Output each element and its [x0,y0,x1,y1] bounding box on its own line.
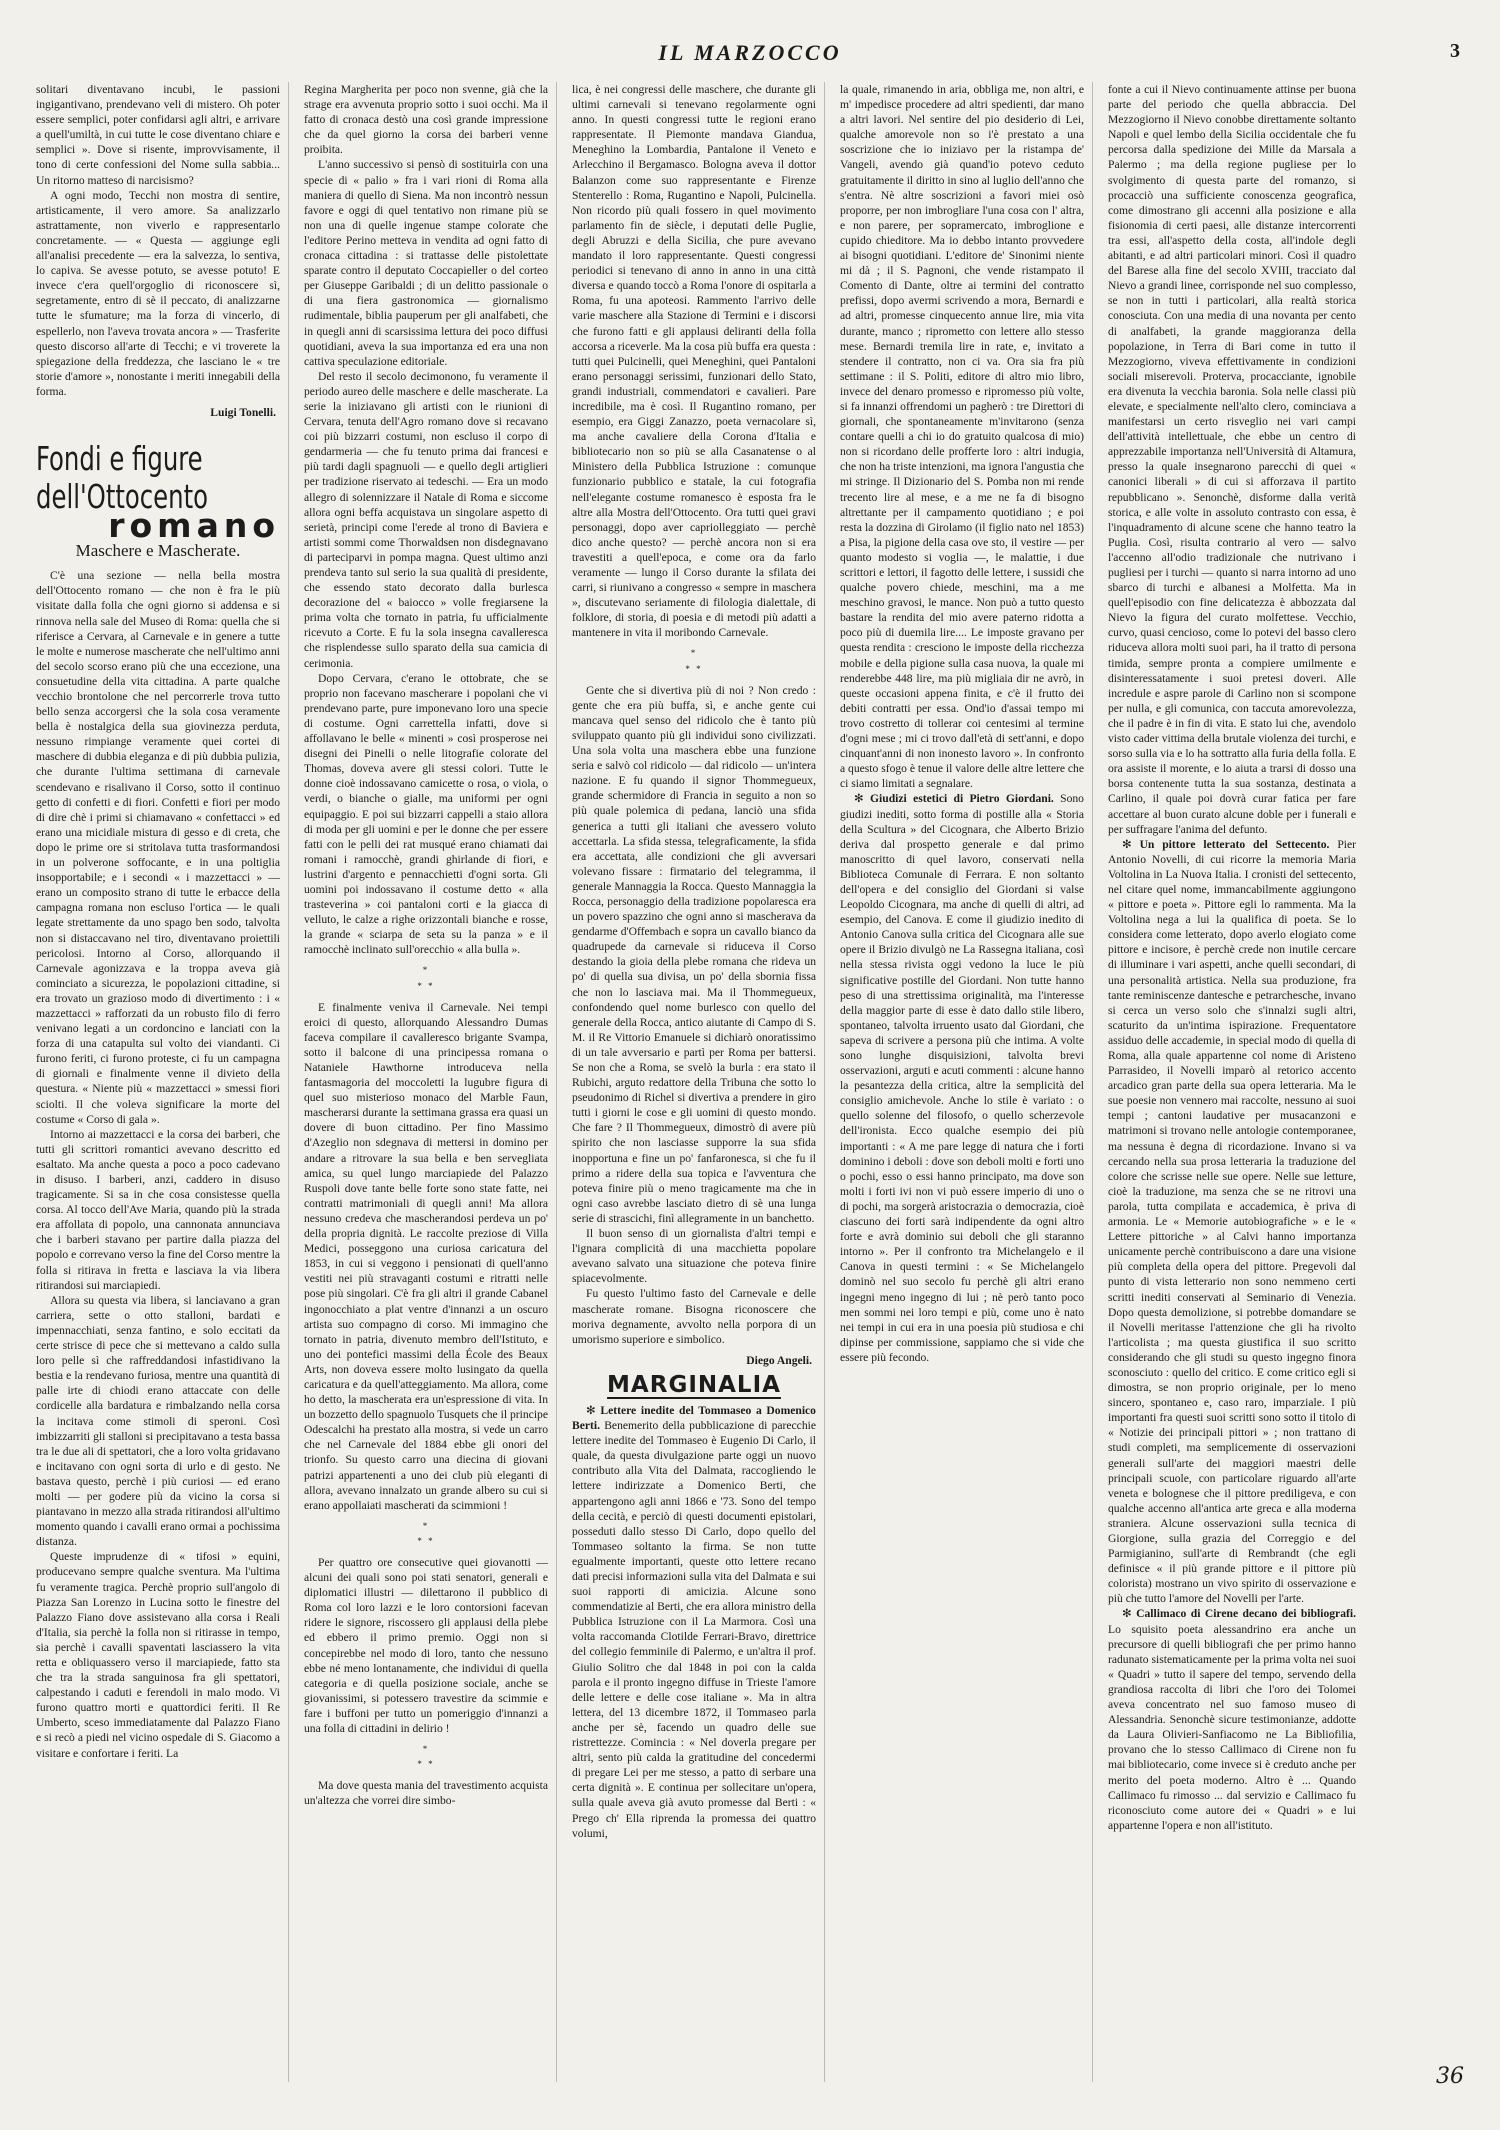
paragraph: Gente che si divertiva più di noi ? Non credo : gente che era più buffa, sì, e anche gente cui mancava quel senso del ridicolo che è tanto più sviluppato quanto più gli individui sono civilizzati. Una sola volta una maschera ebbe una funzione seria e salvò col ridicolo — dal ridicolo — un'intera nazione. E fu quando il signor Thommegueux, grande schermidore di Francia in seguito a non so più quale polemica di pedana, lanciò una sfida generica a tutti gli italiani che avessero voluto accettarla. La sfida stessa, telegraficamente, la sfida era accettata, alle condizioni che gli avversari volevano fissare : firmatario del telegramma, il generale Mannaggia la Rocca. Questo Mannaggia la Rocca, personaggio della tradizione popolaresca era un povero spazzino che ogni anno si mascherava da gendarme d'Offembach e sopra un cavallo bianco da quadrupede da carnevale si riduceva il Corso destando la gioia della plebe romana che rideva un po' di quella sua divisa, un po' della sbornia fissa che non lo lasciava mai. Ma il Thommegueux, confondendo quel nome burlesco con quello del generale della Rocca, antico aiutante di Campo di S. M. il Re Vittorio Emanuele si dichiarò onoratissimo di un tale avversario e partì per Roma per battersi. Se non che a Roma, se svelò la burla : era stato il Rubichi, arguto redattore della Tribuna che sotto lo pseudonimo di Richel si divertiva a prendere in giro tutti i giorni le cose e gli uomini di questo mondo. Che fare ? Il Thommegueux, dimostrò di avere più spirito che non lasciasse supporre la sua sfida inopportuna e fine un po' fanfaronesca, si che fu il primo a ridere della sua topica e l'avventura che poteva finire più o meno tragicamente ma che in ogni caso avrebbe lasciato dietro di sè una lunga serie di strascichi, finì allegramente in un banchetto. [572,683,816,1225]
section-break-asterisks: * * * [685,648,703,674]
section-title-marginalia: MARGINALIA [607,1371,781,1398]
section-break-asterisks: * * * [417,1520,435,1546]
column-5 [1108,82,1356,2082]
marginalia-entry-body: Sono giudizi inediti, sotto forma di postille alla « Storia della Scultura » del Cicognara, che Alberto Brizio deriva dal prospetto generale e dal primo manoscritto di quel lavoro, conservati nella Biblioteca Comunale di Ferrara. E non soltanto dell'opera e del consiglio del Giordani si valse Leopoldo Cicognara, ma anche di quelli di altri, ad esempio, del Canova. E come il giudizio inedito di Antonio Canova sulla critica del Cicognara alle sue opere il Brizio divulgò ne La Rassegna italiana, così nella stessa rivista oggi vedono la luce le più significative postille del Giordani. Non tutte hanno peso di una strettissima originalità, ma l'interesse della maggior parte di esse è dato dallo stile libero, spontaneo, talvolta irruento usato dal Giordani, che sapeva di scrivere a persona più che intima. A volte sono lunghe disquisizioni, talvolta brevi osservazioni, arguti e acuti commenti : alcune hanno la pesantezza della critica, altre la semplicità del consiglio amichevole. Anche lo stile è variato : o quello solenne del filosofo, o quello scherzevole dell'ironista. Ecco qualche esempio dei più importanti : « A me pare legge di natura che i forti dominino i deboli : dove son deboli molti e forti uno o pochi, esso o essi hanno principato, ma dove son molti i forti ivi non vi può essere imperio di uno o di pochi, ma sorgerà aristocrazia o democrazia, cioè ciascuno dei forti sarà indipendente da ogni altro forte e avrà dominio sui deboli che gli staranno intorno ». Per il confronto tra Michelangelo e il Canova in questi termini : « Se Michelangelo dominò nel suo secolo fu perchè gli altri erano ingegni meno ingegno di lui ; nè però tanto poco men sommi nei loro tempi e più, come uno è nato nei tempi in cui era in una poesia più studiosa e chi dipinse per commissione, sappiamo che si vide che essere più fecondo. [840,792,1084,1364]
marginalia-entry [1108,1606,1356,1832]
article-subheadline: Maschere e Mascherate. [75,541,241,561]
paragraph: A ogni modo, Tecchi non mostra di sentire, artisticamente, il vero amore. Sa analizzarlo astrattamente, non viverlo e rappresentarlo concretamente. — « Questa — aggiunge egli all'analisi precedente — era la salvezza, lo sentiva, lo capiva. Se avesse potuto, se avesse potuto! E invece c'era quell'orgoglio di riconoscere sì, segretamente, entro di sè il peccato, di analizzarne tutte le sfumature; ma la forza di vincerlo, di espellerlo, non l'aveva trovata ancora » — Trasferite questo discorso all'arte di Tecchi; e vi troverete la spiegazione della freddezza, che lasciano le « tre storie d'amore », nonostante i meriti innegabili della forma. [36,188,280,398]
paragraph: lica, è nei congressi delle maschere, che durante gli ultimi carnevali si tenevano regolarmente ogni anno. In questi congressi tutte le regioni erano rappresentate. Il Piemonte mandava Giandua, Meneghino la Lombardia, Pantalone il Veneto e Arlecchino il Bergamasco. Bologna aveva il dottor Balanzon come suo rappresentante e Firenze Stenterello : Roma, Rugantino e Napoli, Pulcinella. Non ricordo più quali fossero in quel movimento parlamento fin de siècle, i deputati delle Puglie, degli Abruzzi e della Sicilia, che pure avevano mandato il loro rappresentante. Questi congressi periodici si tenevano di anno in anno in una città diversa e quando toccò a Roma l'onore di ospitarla a Roma, fu una apoteosi. Rammento l'arrivo delle varie maschere alla Stazione di Termini e i discorsi che furono fatti e gli applausi deliranti della folla accorsa a riceverle. Ma la cosa più buffa era questa : tutti quei Pulcinelli, quei Meneghini, quei Pantaloni erano personaggi serissimi, funzionari dello Stato, grandi industriali, commendatori e cavalieri. Pare incredibile, ma è così. Il Rugantino romano, per esempio, era Giggi Zanazzo, poeta vernacolare sì, ma anche cavaliere della Corona d'Italia e bibliotecario non so più se alla Casanatense o al Ministero della Pubblica Istruzione : comunque funzionario pubblico e statale, la cui fotografia nell'elegante costume romanesco è esposta fra le altre alla Mostra dell'Ottocento. Ora tutti quei gravi personaggi, dopo aver capriolleggiato — perchè dico anche questo? — perchè ancora non si era travestiti a quell'epoca, e come ora da farlo veramente — lungo il Corso durante la sfilata dei carri, si riunivano a congresso « sempre in maschera », discutevano seriamente di filologia dialettale, di folklore, di storia, di poesia e di metodi più adatti a mantenere in vita il moribondo Carnevale. [572,83,816,640]
column-3 [572,82,816,2082]
paragraph: la quale, rimanendo in aria, obbliga me, non altri, e m' impedisce procedere ad altri spedienti, dar mano a altri lavori. Nel sentire del pio desiderio di Lei, qualche amorevole non so i'è prestato a una soscrizione che io iniziavo per la ristampa de' Vangeli, avendo già quand'io potevo ceduto gratuitamente il diritto in sino al luglio dell'anno che s'entra. Nè altre soscrizioni a favori miei osò proporre, per non imbrogliare l'una cosa con l' altra, e non parere, per sopramercato, imbroglione e cupido chieditore. Ma io debbo intanto provvedere ai bisogni quotidiani. L'editore de' Sinonimi niente mi dà ; il S. Pagnoni, che vende ristampato il Comento di Dante, oltre ai termini del contratto prefissi, dopo avermi scrivendo a mora, Bernardi e ad altri, promesse cinquecento annue lire, mia vita durante, manco ; riprometto con lettere allo stesso mese. Bernardi tremila lire in rate, e, invitato a stendere il contratto, non ci va. Ora sia fra più settimane : il S. Politi, editore di altro mio libro, invece del denaro promesso e ripromesso più volte, si fa innanzi offrendomi un pagherò : tre Direttori di giornali, che spontaneamente m'invitarono (senza contare quelli a chi io do gratuito qualcosa di mio) non si ricordano delle profferte loro : altri indugia, che non ha triste intenzioni, ma ignora l'angustia che mi stringe. Il Dizionario del S. Pomba non mi rende trecento lire al mese, e a me ne fa di bisogno altrettante per il campamento quotidiano ; e poi resta la dozzina di Girolamo (il figlio nato nel 1853) a Pisa, la pigione della casa ove sto, il vestire — per quanto modesto si voglia —, le malattie, i due scrittori e lettori, il fagotto delle lettere, i sussidi che qualche povero chiede, meschini, ma a me meschino gravosi, le mance. Non può a tutto questo bastare la rendita del mio avere paterno ridotta a poco più di duemila lire.... Le imposte gravano per questa rendita : cresciono le imposte della ricchezza mobile e della pigione sulla casa nuova, la quale mi renderebbe 448 lire, ma più migliaia dir ne avrò, in queste occasioni appena finita, e c'è il frutto dei debiti contratti per essa. Ond'io d'assai tempo mi trovo costretto di tollerar coi centesimi al termine d'ogni mese ; mi ci trovo dall'età di sett'anni, e dopo cinquant'anni di non inonesto lavoro ». In confronto a questo sfogo è tenue il valore delle altre lettere che ci siamo limitati a segnalare. [840,83,1084,791]
headline-line: Fondi e figure [36,439,203,479]
paragraph: Per quattro ore consecutive quei giovanotti — alcuni dei quali sono poi stati senatori, generali e diplomatici illustri — dilettarono il pubblico di Roma col loro lazzi e le loro contorsioni facevan ridere le signore, riscossero gli applausi della plebe ed ebbero il primo premio. Oggi non si concepirebbe nel modo di loro, tanto che nessuno ebbe né meno lontanamente, che individui di quella categoria e di quella posizione sociale, anche se giovanissimi, si potessero travestire da scimmie e fare i buffoni per tutto un pomeriggio d'innanzi a una folla di cittadini in delirio ! [304,1556,548,1736]
star-icon: ✻ [586,1403,601,1417]
section-break-asterisks: * * * [417,1744,435,1770]
paragraph: C'è una sezione — nella bella mostra dell'Ottocento romano — che non è fra le più visitate dalla folla che ogni giorno si addensa e si rinnova nella sale del Museo di Roma: quella che si riferisce a Cervara, al Carnevale e in genere a tutte le molte e numerose mascherate che nell'ultimo anni del secolo scorso erano più che una eccezione, una consuetudine della vita cittadina. A parte qualche vecchio brontolone che nel percorrerle trova tutto bello senza accorgersi che la sola cosa veramente bella è nostalgica della sua giovinezza perduta, nessuno rimpiange veramente quei cortei di maschere di dubbia eleganza e di più dubbia pulizia, che durante l'ultima settimana di carnevale scendevano e risalivano il Corso, sotto il continuo getto di confetti e di fiori. Confetti e fiori per modo di dire chè i primi si chiamavano « confettacci » ed erano una micidiale mistura di gesso e di creta, che dopo le prime ore si stritolava tutta trasformandosi in un polverone soffocante, e in una poltiglia insopportabile; e i secondi « i mazzettacci » — erano un composito strano di tutte le erbacce della campagna romana non escluso l'ortica — le quali legate strettamente da uno spago ben sodo, talvolta non si distaccavano nel tiro, diventavano proiettili pericolosi. Intorno al Corso, allorquando il Carnevale agonizzava e la troppa aveva già cominciato a sicurezza, le popolazioni cittadine, si era trovato un grazioso modo di divertimento : i « mazzettacci » rafforzati da un robusto filo di ferro venivano legati a un cordoncino e lanciati con la forza di una catapulta sul volto dei viandanti. Ci furono feriti, ci furono proteste, ci fu un campagna di giornali e finalmente venne il divieto della questura. « Niente più « mazzettacci » smessi fiori sciolti. Il che voleva significare la morte del costume « Corso di gala ». [36,569,280,1126]
marginalia-entry [572,1403,816,1841]
marginalia-entry-title: Callimaco di Cirene decano dei bibliografi. [1136,1607,1356,1621]
marginalia-entry-title: Un pittore letterato del Settecento. [1139,837,1330,851]
paragraph: Fu questo l'ultimo fasto del Carnevale e delle mascherate romane. Bisogna riconoscere che moriva degnamente, avvolto nella porpora di un umorismo superiore e simbolico. [572,1287,816,1346]
paragraph: Il buon senso di un giornalista d'altri tempi e l'ignara complicità di una macchietta popolare avevano salvato una situazione che poteva finire spiacevolmente. [572,1227,816,1286]
star-icon: ✻ [1122,1607,1137,1621]
author-signature: Diego Angeli. [746,1353,812,1367]
column-1 [36,82,280,2082]
column-divider [824,82,825,2082]
paragraph: Dopo Cervara, c'erano le ottobrate, che se proprio non facevano mascherare i popolani che vi prendevano parte, pure imponevano loro una specie di costume. Ogni carrettella infatti, dove si affollavano le belle « minenti » così prosperose nei disegni dei Pinelli o nelle litografie colorate del Thomas, doveva avere gli stessi colori. Tutte le donne cioè indossavano camicette o rosa, o viola, o verdi, o bianche o gialle, ma uniformi per ogni equipaggio. E poi sui bizzarri cappelli a staio allora di moda per gli uomini e per le donne che per essere fatti con le pelli dei rat musqué erano chiamati dai romani i ramocchè, grandi ghirlande di fiori, e lustrini d'argento e pennacchietti d'ogni sorta. Gli uomini poi indossavano il costume detto « alla trasteverina » coi pantaloni corti e la giacca di velluto, le calze a righe orizzontali bianche e rosse, la grande « sciarpa de seta su la panza » e il ramocchè inclinato sull'orecchio « alla bulla ». [304,671,548,957]
paragraph: Regina Margherita per poco non svenne, già che la strage era avvenuta proprio sotto i suoi occhi. Ma il fatto di cronaca destò una così grande impressione che da quel giorno la corsa dei barberi venne proibita. [304,83,548,157]
headline-line: romano [108,506,280,546]
column-divider [1092,82,1093,2082]
paragraph: Del resto il secolo decimonono, fu veramente il periodo aureo delle maschere e delle mascherate. La serie la iniziavano gli artisti con le riunioni di Cervara, tenuta dell'Agro romano dove si recavano coi più bizzarri costumi, non escluso il corpo di gendarmeria — che fu tenuto prima dai francesi e più tardi dagli spagnuoli — e quello degli artiglieri per tradizione riservato ai tedeschi. — Era un modo allegro di solennizzare il Natale di Roma e siccome allora ogni beffa acquistava un singolare aspetto di serietà, principi come l'erede al trono di Baviera e artisti sommi come Thorwaldsen non disdegnavano di parteciparvi in pompa magna. Quest ultimo anzi prendeva tanto sul serio la sua qualità di presidente, che essendo stato decorato dalla burlesca decorazione del « baiocco » volle fregiarsene la prima volta che tornato in patria, fu ufficialmente ricevuto a Corte. E fu la sola insegna cavalleresca che risplendesse sullo sparato della sua camicia di cerimonia. [304,369,548,670]
article-headline [36,440,280,516]
marginalia-entry-body: Benemerito della pubblicazione di parecchie lettere inedite del Tommaseo è Eugenio Di Carlo, il quale, da questa divulgazione parte oggi un nuovo contributo alla Vita del Dalmata, raccogliendo le lettere indirizzate a Domenico Berti, che appartengono agli anni 1866 e '73. Sono del tempo della cecità, e perciò di questi documenti epistolari, posseduti dallo stesso Di Carlo, dopo quello del Tommaseo soltanto la firma. Se non tutte egualmente importanti, queste otto lettere recano dati precisi informazioni sulla vita del Dalmata e sui suoi rapporti di amicizia. Alcune sono commendatizie al Berti, che era allora ministro della Pubblica Istruzione con il La Marmora. Così una volta raccomanda Clotilde Ferrari-Bravo, direttrice del collegio femminile di Palermo, e un'altra il prof. Giulio Solitro che dal 1848 in poi con la calda parola e il pronto ingegno diffuse in Trieste l'amore delle lettere e delle cose italiane ». Ma in altra lettera, del 13 dicembre 1872, il Tommaseo parla anche per sè, facendo un quadro delle sue ristrettezze. Comincia : « Nel doverla pregare per altri, sento più calda la gratitudine del concedermi di pregare Lei per me stesso, a patto di serbare una certa dignità ». E continua per sollecitare un'opera, sulla quale aveva già avuto promesse dal Berti : « Prego ch' Ella riprenda la promessa dei quattro volumi, [572,1419,816,1840]
section-break-asterisks: * * * [417,965,435,991]
marginalia-entry [840,791,1084,1365]
marginalia-entry-title: Giudizi estetici di Pietro Giordani. [870,792,1054,806]
paragraph: Queste imprudenze di « tifosi » equini, producevano sempre qualche sventura. Ma l'ultima fu veramente tragica. Perchè proprio sull'angolo di Piazza San Lorenzo in Lucina sotto le finestre del Palazzo Fiano dove assistevano alla corsa i Reali d'Italia, sia perchè la folla non si ritirasse in tempo, sia perchè i cavalli spaventati lasciassero la vita retta e obliquassero verso il marciapiede, fatto sta che tra la strada sanguinosa fra gli spettatori, calpestando i caduti e ferendoli in malo modo. Vi furono quattro morti e quattordici feriti. Il Re Umberto, sceso immediatamente dal Palazzo Fiano e si recò a piedi nel vicino ospedale di S. Giacomo a visitare e confortare i feriti. La [36,1550,280,1760]
paragraph: Ma dove questa mania del travestimento acquista un'altezza che vorrei dire simbo- [304,1779,548,1808]
star-icon: ✻ [1122,837,1140,851]
newspaper-title: IL MARZOCCO [658,40,842,65]
handwritten-page-number: 36 [1436,2064,1464,2089]
column-divider [288,82,289,2082]
masthead [0,40,1500,70]
paragraph: E finalmente veniva il Carnevale. Nei tempi eroici di questo, allorquando Alessandro Dumas faceva compilare il cavalleresco brigante Svampa, sotto il balcone di una principessa romana o Nataniele Hawthorne introduceva nella fantasmagoria del moccoletti la lugubre figura di quel suo misterioso monaco del Marble Faun, mascherarsi durante la settimana grassa era quasi un dovere di buon cittadino. Per fino Massimo d'Azeglio non sdegnava di mettersi in domino per andare a ritrovare la sua bella e ben servegliata amica, su quel lungo marciapiede del Palazzo Ruspoli dove tante belle forte sono state fatte, nei contratti matrimoniali di quegli anni! Ma allora nessuno credeva che mascherandosi perdeva un po' della propria dignità. Le raccolte preziose di Villa Medici, posseggono una curiosa caricatura del 1853, in cui si veggono i pensionati di quell'anno vestiti nei più stravaganti costumi e ritratti nelle pose più singolari. C'è fra gli altri il grande Cabanel ingonocchiato a plat ventre d'innanzi a un oscuro artista suo compagno di corso. Mi immagino che tornato in patria, divenuto membro dell'Istituto, e uno dei pontefici massimi della École des Beaux Arts, non doveva essere molto lusingato da quella caricatura e da quell'atteggiamento. Ma allora, come ho detto, la mascherata era un'espressione di vita. In un bozzetto dello spagnuolo Tusquets che il principe Odescalchi ha prestato alla mostra, si vede un carro che nel Carnevale del 1884 ebbe gli onori del trionfo. Su questo carro una diecina di giovani patrizi appartenenti a uno dei club più eleganti di allora, avevano innalzato un grande albero su cui si erano appollaiati mascherati da scimmioni ! [304,1000,548,1512]
column-4 [840,82,1084,2082]
paragraph: solitari diventavano incubi, le passioni ingigantivano, prendevano veli di mistero. Oh poter essere semplici, poter confidarsi agli altri, e arrivare a quell'umiltà, in cui tutte le cose diventano chiare e semplici ». Dove si risente, improvvisamente, il tono di certe confessioni del Nome sulla sabbia... Un ritorno matteso di narcisismo? [36,83,280,187]
column-2 [304,82,548,2082]
headline-line: dell'Ottocento [36,477,209,517]
paragraph: fonte a cui il Nievo continuamente attinse per buona parte del periodo che quella abbraccia. Del Mezzogiorno il Nievo conobbe direttamente soltanto Napoli e quel lembo della Sicilia occidentale che fu percorsa dalla spedizione dei Mille da Marsala a Palermo ; ma della regione pugliese per lo svolgimento di questa parte del romanzo, si procacciò una sufficiente conoscenza geografica, come dimostrano gli accenni alla posizione e alla fisionomia di certi paesi, alle distanze intercorrenti tra essi, all'aspetto della costa, all'indole degli abitanti, e ad altri particolari minori. Così il quadro del Barese alla fine del secolo XVIII, tracciato dal Nievo a grandi linee, corrisponde nel suo complesso, se non in tutti i particolari, alla realtà storica conosciuta. Con una media di una novanta per cento di analfabeti, la grande maggioranza della popolazione, in Terra di Bari come in tutto il Mezzogiorno, viveva effettivamente in condizioni sociali miserevoli. Proterva, procacciante, ignobile era divenuta la vecchia baronia. Sola nelle classi più elevate, e specialmente nell'alto clero, cominciava a manifestarsi un certo risveglio nei vari campi dell'attività intellettuale, che ebbe un centro di apprezzabile importanza nell'Università di Altamura, presso la quale insegnarono parecchi di quei « canonici liberali » di cui si afforzava il partito repubblicano ». Senonchè, disforme dalla verità storica, e alle volte in assoluto contrasto con essa, è l'inquadramento di alcune scene che hanno teatro la Puglia. Così, risulta contrario al vero — salvo l'accenno all'odio tradizionale che nutrivano i pugliesi per i turchi — quanto si narra intorno ad uno sbarco di turchi e albanesi a Molfetta. Ma in quell'episodio con fine delicatezza è abbozzata dal Nievo la figura del curato molfettese. Vecchio, curvo, quasi cencioso, come lo potevi del basso clero riduceva allora molti suoi pari, ha il tratto di persona timida, sempre pronta a compiere umilmente e disinteressatamente i suoi pretesi doveri. Alle incredule e aspre parole di Carlino non si scompone per nulla, e gli comunica, con taccuta amorevolezza, che il padre è in fin di vita. E stato lui che, avendolo visto cader vittima della brutale violenza dei turchi, e sorso sulla via e lo ha sottratto alla furia della folla. E ora assiste il morente, e lo aiuta a trarsi di dosso una borsa contenente tutta la sua sostanza, destinata a Carlino, il quale poi dovrà curar fatica per fare accettare al buon curato alcune doble per i funerali e per suffragare l'anima del defunto. [1108,83,1356,836]
marginalia-entry-body: Pier Antonio Novelli, di cui ricorre la memoria Maria Voltolina in La Nuova Italia. I cronisti del settecento, nel citare quel nome, immancabilmente aggiungono « pittore e poeta ». Pittore egli lo rammenta. Ma la Voltolina nega a lui la qualifica di poeta. Se lo considera come letterato, dopo averlo elogiato come pittore e incisore, è perchè crede non inutile cercare di illuminare i vari aspetti, anche quelli secondari, di una personalità artistica. Nella sua produzione, fra tante reminiscenze dantesche e petrarchesche, invano si cerca un verso solo che s'innalzi sugli altri, scaturito da un'intima ispirazione. Frequentatore assiduo delle accademie, in special modo di quella di Roma, alla quale appartenne col nome di Aristeno Parrasideo, il Novelli imparò al retorico accento arcadico gran parte della sua opera letteraria. Ma le sue poesie non vennero mai raccolte, nessuno ai suoi tempi ; cantoni laudative per musacanzoni e matrimoni si trovano nelle antologie contemporanee, ma nessuna è degna di ricordazione. Invano si va cercando nella sua prosa letteraria la traduzione del colore che scrisse nelle sue opere. Nelle sue letture, cioè la traduzione, ma senza che se ne ritrovi una parola, tutta compilata e accademica, è priva di armonia. Le « Memorie autobiografiche » e le « Lettere pittoriche » al Calvi hanno importanza unicamente perchè contribuiscono a dare una visione più completa della opera del pittore. Pregevoli dal punto di vista letterario non sono nemmeno certi scritti inediti conservati al Seminario di Venezia. Dopo questa demolizione, si potrebbe domandare se il Novelli meritasse l'attenzione che gli ha rivolto l'articolista ; ma questa giustifica il suo scritto considerando che gli studi su questo ingegno finora sconosciuto : quello del critico. E come critico egli si dimostra, se non proprio originale, per lo meno sincero, spontaneo e, caso raro, imparziale. I più importanti fra questi suoi scritti sono sotto il titolo di « Notizie dei principali pittori » ; non trattano di studi completi, ma semplicemente di osservazioni generali sull'arte dei maggiori maestri delle principali scuole, con particolare riguardo all'arte veneta e bolognese che il pittore prediligeva, e con qualche accenno all'antica arte greca e alla moderna straniera. Alcune osservazioni sulla tecnica di Giorgione, sulla grazia del Correggio e del Parmigianino, sull'arte di Rembrandt (che egli definisce « il più grande pittore e il pittore più colorista) mostrano un vivo spirito di osservazione e più che tutto l'amore del Novelli per l'arte. [1108,837,1356,1606]
marginalia-entry-body: Lo squisito poeta alessandrino era anche un precursore di quelli bibliografi che per primo hanno radunato sistematicamente per la prima volta nei suoi « Quadri » tutto il sapere del tempo, servendo della grandiosa raccolta di libri che l'oro dei Tolomei aveva concentrato nel suo famoso museo di Alessandria. Senonchè sicure testimonianze, addotte da Laura Olivieri-Sanfiacomo ne La Bibliofilia, provano che lo stesso Callimaco di Cirene non fu mai bibliotecario, come invece si è creduto anche per merito del poeta moderno. Altro è ... Quando Callimaco fu rimosso ... dal servizio e Callimaco fu riconosciuto come autore dei « Quadri » e lui appartenne l'opera e non all'istituto. [1108,1622,1356,1832]
paragraph: L'anno successivo si pensò di sostituirla con una specie di « palio » fra i vari rioni di Roma alla maniera di quello di Siena. Ma non incontrò nessun favore e oggi di quel tentativo non rimane più se non una di quelle ingenue stampe colorate che l'editore Perino metteva in vendita ad ogni fatto di cronaca cittadina : si trattasse delle pistolettate sparate contro il deputato Coccapieller o del corteo per Giuseppe Garibaldi ; di un delitto passionale o di una fiera gastronomica — giornalismo rudimentale, biblia pauperum per gli analfabeti, che in quegli anni di scarsissima lettura dei poco diffusi quotidiani, aveva la sua importanza ed era una non cattiva speculazione editoriale. [304,158,548,368]
paragraph: Intorno ai mazzettacci e la corsa dei barberi, che tutti gli scrittori romantici avevano descritto ed esaltato. Ma anche questa a poco a poco cadevano in disuso. I barberi, anzi, caddero in disuso tragicamente. Si sa in che cosa consistesse quella corsa. Al tocco dell'Ave Maria, quando più la strada era affollata di popolo, una cannonata annunciava che i barberi stavano per partire dalla piazza del popolo e correvano verso la fine del Corso mentre la folla si ritirava in fretta e lasciava la via libera ritirandosi sui marciapiedi. [36,1127,280,1292]
star-icon: ✻ [854,792,871,806]
author-signature: Luigi Tonelli. [210,405,276,419]
page-number: 3 [1450,40,1460,62]
paragraph: Allora su questa via libera, si lanciavano a gran carriera, sette o otto stalloni, bardati e impennacchiati, senza fantino, e solo eccitati da certe strisce di pece che si mettevano a caldo sulla loro pelle sì che raffreddandosi infastidivano la bestia e la rendevano furiosa, mentre una quantità di palle irte di chiodi erano attaccate con delle cordicelle alla bardatura e rimbalzando nella corsa la incitava come stimoli di speroni. Così imbizzarriti gli stalloni si precipitavano a testa bassa tra le due ali di spettatori, che a loro volta gridavano e incitavano con ogni sorta di urlo e di gesto. Ne bastava questo, perchè i più curiosi — ed erano molti — per godere più da vicino la corsa si piantavano in mezzo alla strada ritirandosi all'ultimo momento quando i cavalli erano ormai a pochissima distanza. [36,1293,280,1549]
marginalia-entry-title: Lettere inedite del Tommaseo a Domenico Berti. [572,1403,816,1433]
marginalia-entry [1108,837,1356,1607]
column-divider [556,82,557,2082]
